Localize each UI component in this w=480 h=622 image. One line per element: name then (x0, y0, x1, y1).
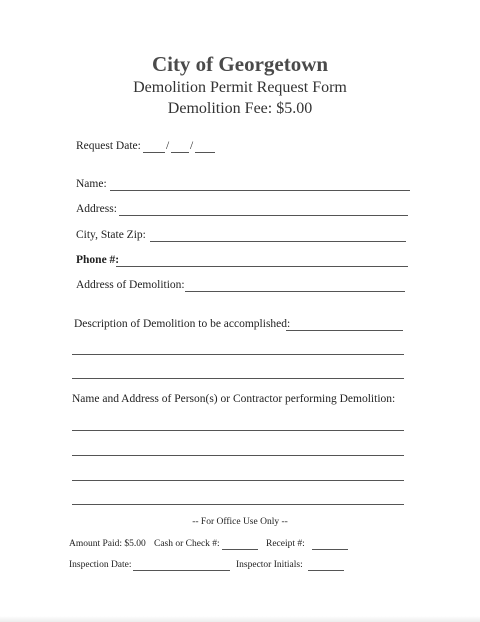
contractor-line[interactable] (72, 430, 404, 431)
office-use-heading: -- For Office Use Only -- (192, 517, 288, 527)
address-label: Address: (76, 203, 117, 215)
city-state-zip-label: City, State Zip: (76, 229, 146, 241)
contractor-label: Name and Address of Person(s) or Contractor performing Demolition: (72, 393, 396, 405)
date-separator: / (166, 140, 170, 152)
receipt-label: Receipt #: (266, 539, 305, 549)
description-line[interactable] (72, 378, 404, 379)
inspection-date-line[interactable] (133, 570, 230, 571)
inspector-initials-line[interactable] (308, 570, 344, 571)
description-line[interactable] (286, 330, 403, 331)
address-line[interactable] (119, 215, 408, 216)
check-number-line[interactable] (222, 549, 258, 550)
request-date-day-line[interactable] (171, 152, 189, 153)
date-separator: / (190, 140, 194, 152)
receipt-number-line[interactable] (312, 549, 348, 550)
amount-paid-label: Amount Paid: $5.00 (69, 539, 146, 549)
city-title: City of Georgetown (151, 52, 329, 76)
inspector-initials-label: Inspector Initials: (236, 560, 303, 570)
request-date-month-line[interactable] (143, 152, 165, 153)
fee-line: Demolition Fee: $5.00 (167, 100, 313, 117)
name-line[interactable] (110, 190, 410, 191)
form-title: Demolition Permit Request Form (133, 79, 347, 96)
inspection-date-label: Inspection Date: (69, 560, 132, 570)
phone-label: Phone #: (76, 254, 120, 266)
demolition-address-line[interactable] (185, 291, 405, 292)
demolition-address-label: Address of Demolition: (76, 279, 185, 291)
description-line[interactable] (72, 354, 404, 355)
contractor-line[interactable] (72, 455, 404, 456)
cash-or-check-label: Cash or Check #: (154, 539, 220, 549)
request-date-label: Request Date: (76, 140, 141, 152)
contractor-line[interactable] (72, 504, 404, 505)
contractor-line[interactable] (72, 480, 404, 481)
phone-line[interactable] (116, 266, 408, 267)
city-state-zip-line[interactable] (150, 241, 406, 242)
description-label: Description of Demolition to be accomplished: (74, 318, 291, 330)
request-date-year-line[interactable] (195, 152, 215, 153)
page-bottom-edge (0, 616, 480, 622)
name-label: Name: (76, 178, 107, 190)
